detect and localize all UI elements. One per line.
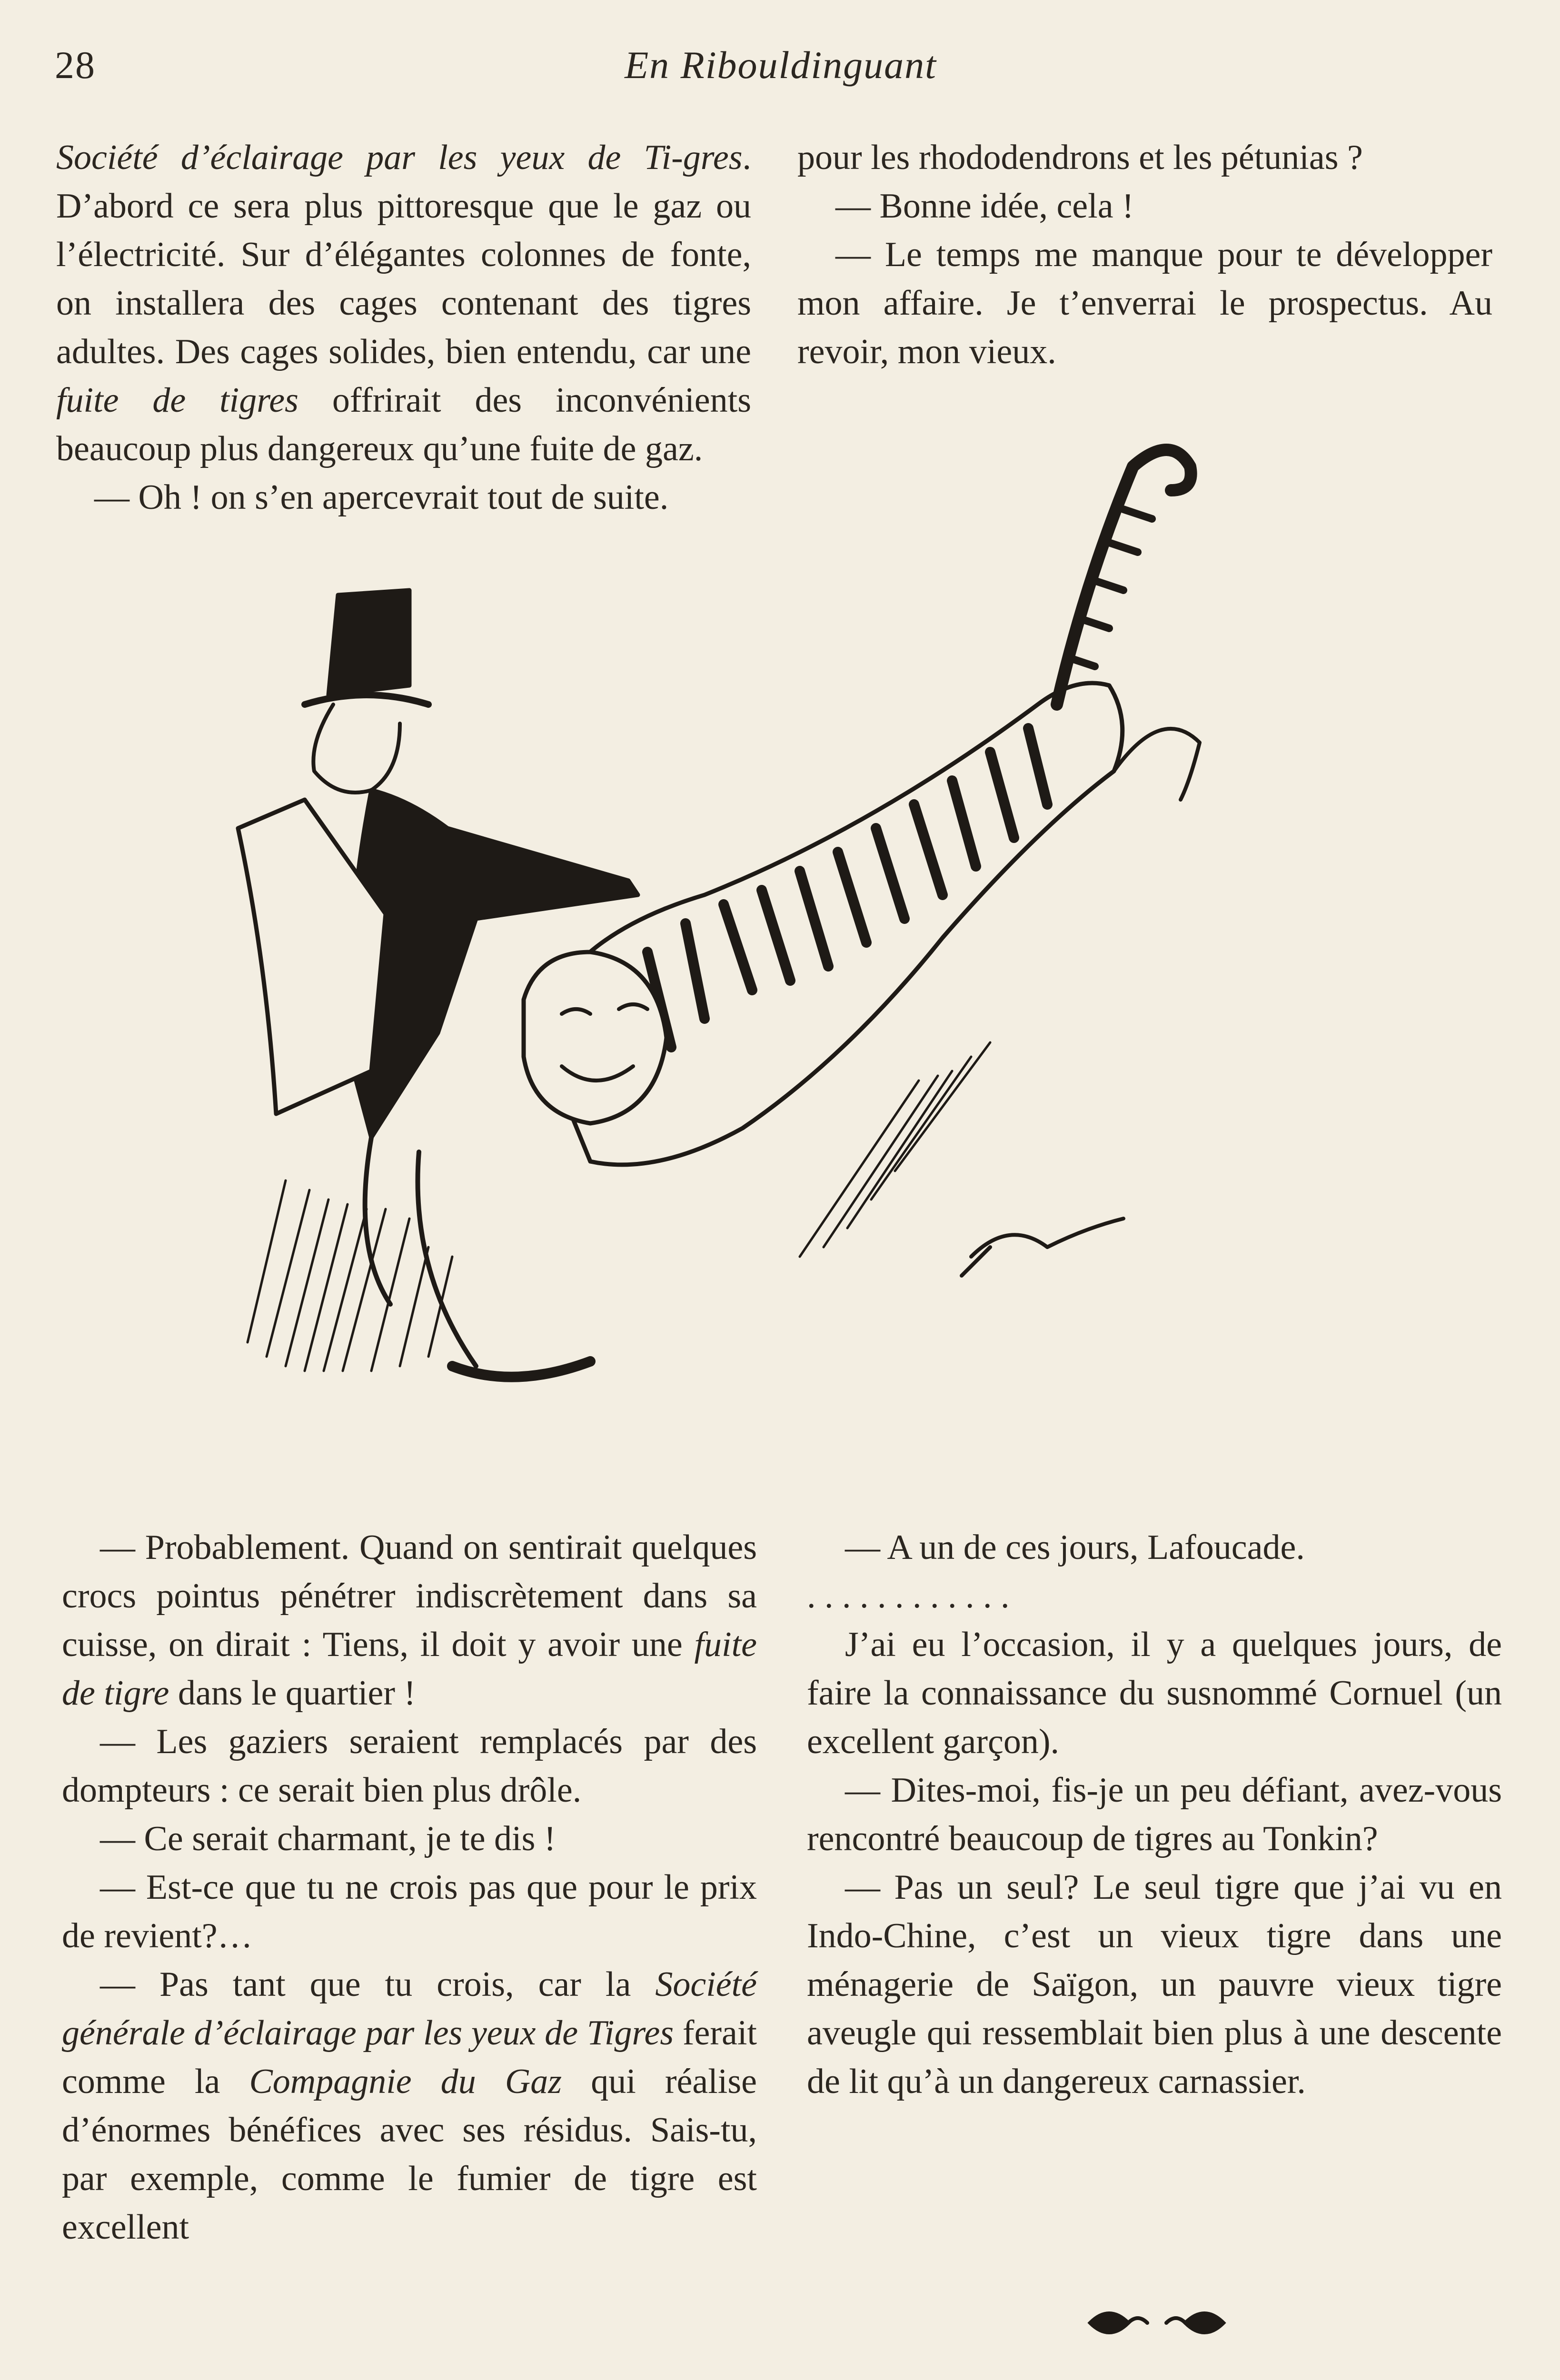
dialogue-line: — A un de ces jours, Lafoucade. xyxy=(845,1528,1305,1567)
text-run: . D’abord ce sera plus pittoresque que le gaz ou l’électricité. Sur d’élégantes colonnes de fonte, on installera des cages contenant des tigres adultes. Des cages solides, bien entendu, car une xyxy=(56,138,751,371)
closing-ornament-icon xyxy=(1081,2294,1233,2351)
man-head xyxy=(313,704,400,793)
text-run: ferait comme la xyxy=(62,2013,757,2101)
paragraph: pour les rhododendrons et les pétunias ? xyxy=(797,138,1363,177)
text-run: offrirait des inconvénients beaucoup plus dangereux qu’une fuite de gaz. xyxy=(56,381,751,468)
bottom-right-column xyxy=(807,1523,1502,2106)
italic-phrase: Société d’éclairage par les yeux de Ti-gres xyxy=(56,138,743,177)
text-run: — Probablement. Quand on sentirait quelques crocs pointus pénétrer indiscrètement dans sa cuisse, on dirait : Tiens, il doit y avoir une xyxy=(62,1528,757,1664)
italic-phrase: fuite de tigres xyxy=(56,381,298,420)
top-right-column xyxy=(797,133,1492,376)
dialogue-line: — Les gaziers seraient remplacés par des dompteurs : ce serait bien plus drôle. xyxy=(62,1722,757,1810)
artist-signature xyxy=(962,1219,1123,1276)
dialogue-line: — Dites-moi, fis-je un peu défiant, avez-vous rencontré beaucoup de tigres au Tonkin? xyxy=(807,1771,1502,1858)
dialogue-line: — Pas un seul? Le seul tigre que j’ai vu en Indo-Chine, c’est un vieux tigre dans une ménagerie de Saïgon, un pauvre vieux tigre aveugle qui ressemblait bien plus à une descente de lit qu’à un dangereux carnassier. xyxy=(807,1868,1502,2101)
text-run: — Pas tant que tu crois, car la xyxy=(100,1965,656,2004)
italic-phrase: Société générale d’éclairage par les yeux de Tigres xyxy=(62,1965,757,2053)
dialogue-line xyxy=(62,1960,757,2251)
top-hat xyxy=(328,590,409,695)
page-number: 28 xyxy=(55,43,96,87)
text-run: qui réalise d’énormes bénéfices avec ses résidus. Sais-tu, par exemple, comme le fumier de tigre est excellent xyxy=(62,2062,757,2247)
tiger-head xyxy=(524,952,666,1123)
dialogue-line: — Le temps me manque pour te développer mon affaire. Je t’enverrai le prospectus. Au revoir, mon vieux. xyxy=(797,235,1492,371)
italic-phrase: Compagnie du Gaz xyxy=(249,2062,562,2101)
running-title: En Ribouldinguant xyxy=(625,43,937,87)
man-leg xyxy=(418,1152,477,1366)
dialogue-line: — Est-ce que tu ne crois pas que pour le prix de revient?… xyxy=(62,1868,757,1955)
tiger-hind-leg xyxy=(1114,729,1200,800)
paragraph xyxy=(56,133,751,473)
paragraph: J’ai eu l’occasion, il y a quelques jours, de faire la connaissance du susnommé Cornuel (un excellent garçon). xyxy=(807,1625,1502,1761)
dialogue-line: — Bonne idée, cela ! xyxy=(835,187,1134,226)
tiger-illustration xyxy=(229,438,1323,1485)
text-run: dans le quartier ! xyxy=(169,1674,416,1713)
bottom-left-column xyxy=(62,1523,757,2251)
dialogue-line: — Oh ! on s’en apercevrait tout de suite. xyxy=(94,478,669,517)
dialogue-line xyxy=(62,1523,757,1717)
page-header xyxy=(55,43,1507,95)
italic-phrase: fuite de tigre xyxy=(62,1625,757,1713)
scene-break-dots: . . . . . . . . . . . . xyxy=(807,1577,1010,1616)
tiger-tail xyxy=(1057,450,1191,704)
dialogue-line: — Ce serait charmant, je te dis ! xyxy=(100,1819,556,1858)
